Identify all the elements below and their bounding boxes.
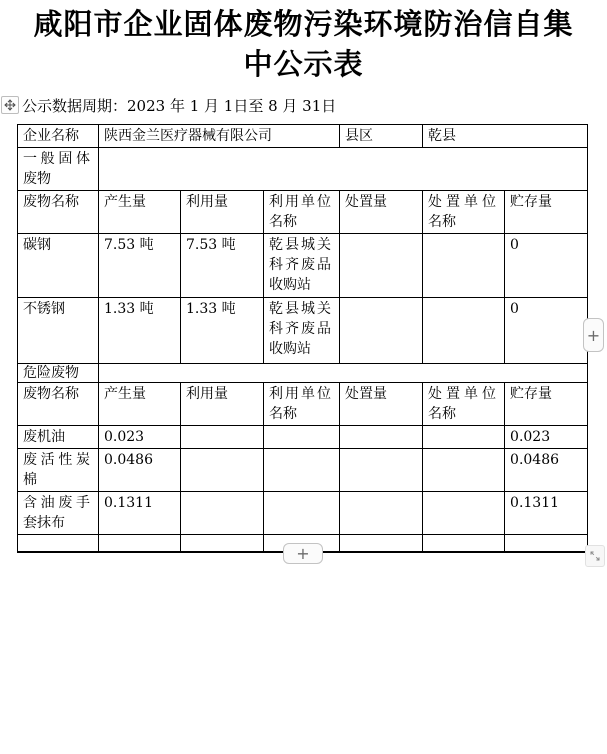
- general-section-cell[interactable]: 一般固体废物: [18, 148, 99, 191]
- table-row-carbon-steel: [18, 234, 588, 298]
- stored-cell[interactable]: 0: [505, 298, 588, 364]
- header-cell[interactable]: 处置单位名称: [423, 191, 505, 234]
- company-value-cell[interactable]: 陕西金兰医疗器械有限公司: [99, 125, 340, 148]
- stored-cell[interactable]: 0: [505, 234, 588, 298]
- header-cell[interactable]: 贮存量: [505, 383, 588, 426]
- period-text: 公示数据周期：2023 年 1 月 1日至 8 月 31日: [22, 97, 337, 115]
- stored-cell[interactable]: 0.1311: [505, 492, 588, 535]
- header-cell[interactable]: 产生量: [99, 383, 181, 426]
- disposer-cell[interactable]: [423, 234, 505, 298]
- waste-disclosure-table: [17, 124, 588, 553]
- produced-cell[interactable]: 0.1311: [99, 492, 181, 535]
- empty-cell[interactable]: [18, 535, 99, 552]
- disposed-cell[interactable]: [340, 449, 423, 492]
- county-value-cell[interactable]: 乾县: [423, 125, 588, 148]
- waste-name-cell[interactable]: 含油废手套抹布: [18, 492, 99, 535]
- waste-name-cell[interactable]: 不锈钢: [18, 298, 99, 364]
- produced-cell[interactable]: 0.0486: [99, 449, 181, 492]
- header-cell[interactable]: 贮存量: [505, 191, 588, 234]
- table-row-general-header: [18, 191, 588, 234]
- header-cell[interactable]: 利用单位名称: [264, 191, 340, 234]
- table-resize-handle[interactable]: [585, 545, 605, 567]
- resize-diagonal-icon: [589, 550, 601, 562]
- company-label-cell[interactable]: 企业名称: [18, 125, 99, 148]
- empty-cell[interactable]: [423, 535, 505, 552]
- header-cell[interactable]: 处置单位名称: [423, 383, 505, 426]
- utilized-cell[interactable]: 1.33 吨: [181, 298, 264, 364]
- empty-cell[interactable]: [340, 535, 423, 552]
- header-cell[interactable]: 利用量: [181, 383, 264, 426]
- empty-cell[interactable]: [505, 535, 588, 552]
- plus-icon: +: [586, 325, 601, 345]
- utilizer-cell[interactable]: [264, 426, 340, 449]
- header-cell[interactable]: 处置量: [340, 383, 423, 426]
- produced-cell[interactable]: 1.33 吨: [99, 298, 181, 364]
- disposer-cell[interactable]: [423, 426, 505, 449]
- empty-cell[interactable]: [99, 364, 588, 383]
- utilized-cell[interactable]: [181, 492, 264, 535]
- add-row-button[interactable]: [283, 543, 323, 564]
- waste-name-cell[interactable]: 废机油: [18, 426, 99, 449]
- page-title-line1: 咸阳市企业固体废物污染环境防治信自集: [33, 7, 574, 41]
- table-row-hazard-header: [18, 383, 588, 426]
- stored-cell[interactable]: 0.023: [505, 426, 588, 449]
- empty-cell[interactable]: [99, 148, 588, 191]
- disposed-cell[interactable]: [340, 298, 423, 364]
- add-column-button[interactable]: [583, 318, 604, 352]
- table-row-company-info: [18, 125, 588, 148]
- disposed-cell[interactable]: [340, 492, 423, 535]
- waste-name-cell[interactable]: 废活性炭棉: [18, 449, 99, 492]
- produced-cell[interactable]: 0.023: [99, 426, 181, 449]
- header-cell[interactable]: 处置量: [340, 191, 423, 234]
- utilizer-cell[interactable]: 乾县城关科齐废品收购站: [264, 234, 340, 298]
- empty-cell[interactable]: [181, 535, 264, 552]
- header-cell[interactable]: 产生量: [99, 191, 181, 234]
- utilized-cell[interactable]: [181, 449, 264, 492]
- table-row-hazard-section: [18, 364, 588, 383]
- utilized-cell[interactable]: 7.53 吨: [181, 234, 264, 298]
- move-table-icon: [4, 99, 16, 111]
- page-title-line2: 中公示表: [243, 47, 364, 81]
- table-row-activated-carbon: [18, 449, 588, 492]
- header-cell[interactable]: 利用单位名称: [264, 383, 340, 426]
- utilizer-cell[interactable]: [264, 449, 340, 492]
- county-label-cell[interactable]: 县区: [340, 125, 423, 148]
- table-row-waste-oil: [18, 426, 588, 449]
- header-cell[interactable]: 废物名称: [18, 191, 99, 234]
- table-move-handle[interactable]: [1, 96, 19, 114]
- produced-cell[interactable]: 7.53 吨: [99, 234, 181, 298]
- empty-cell[interactable]: [99, 535, 181, 552]
- disposed-cell[interactable]: [340, 234, 423, 298]
- utilizer-cell[interactable]: 乾县城关科齐废品收购站: [264, 298, 340, 364]
- header-cell[interactable]: 利用量: [181, 191, 264, 234]
- waste-name-cell[interactable]: 碳钢: [18, 234, 99, 298]
- disposed-cell[interactable]: [340, 426, 423, 449]
- disposer-cell[interactable]: [423, 492, 505, 535]
- hazard-section-cell[interactable]: 危险废物: [18, 364, 99, 383]
- utilizer-cell[interactable]: [264, 492, 340, 535]
- table-row-general-section: [18, 148, 588, 191]
- disposer-cell[interactable]: [423, 298, 505, 364]
- plus-icon: +: [296, 544, 310, 563]
- utilized-cell[interactable]: [181, 426, 264, 449]
- header-cell[interactable]: 废物名称: [18, 383, 99, 426]
- table-row-stainless-steel: [18, 298, 588, 364]
- disposer-cell[interactable]: [423, 449, 505, 492]
- page-title: [0, 4, 607, 84]
- stored-cell[interactable]: 0.0486: [505, 449, 588, 492]
- table-row-oily-gloves-rags: [18, 492, 588, 535]
